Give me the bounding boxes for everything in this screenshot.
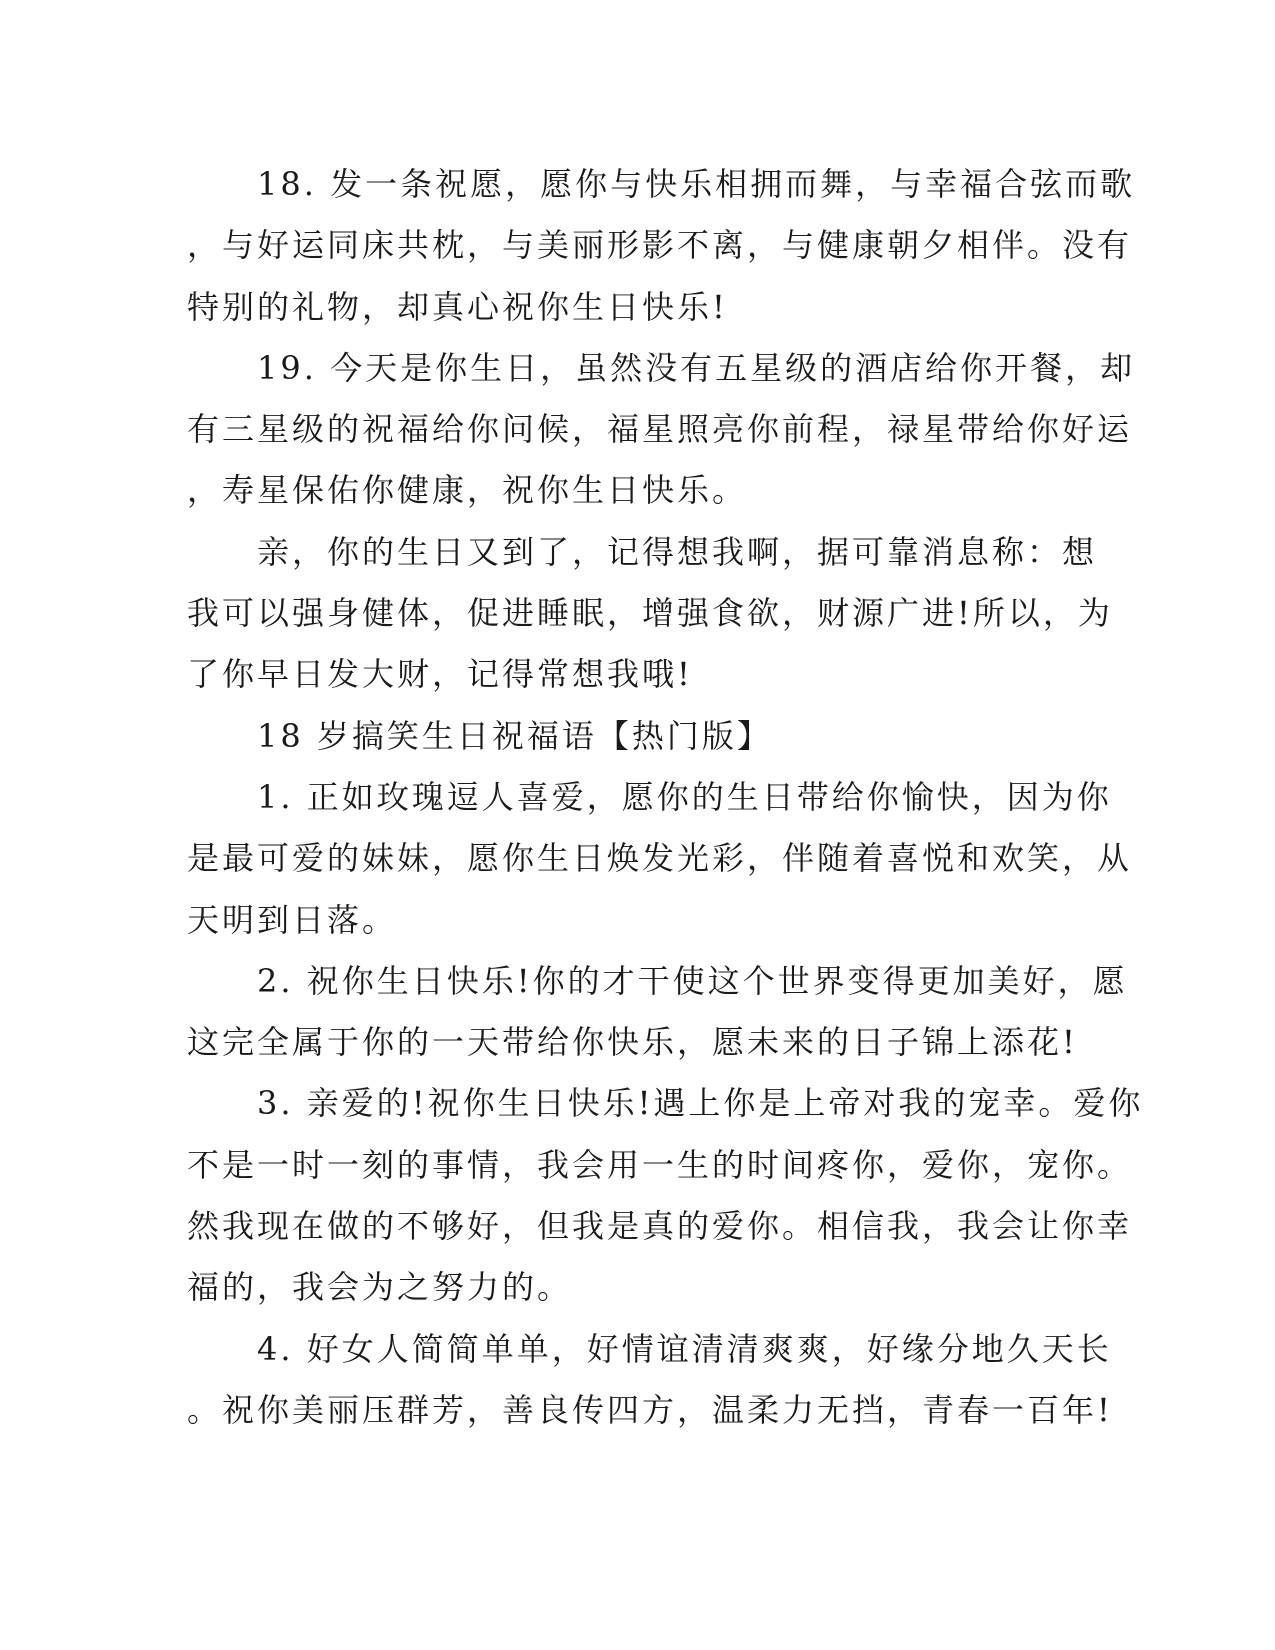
text-line: 天明到日落。 xyxy=(187,900,398,939)
text-line: 18. 发一条祝愿，愿你与快乐相拥而舞，与幸福合弦而歌 xyxy=(257,165,1136,203)
paragraph-wish-3 xyxy=(187,1073,1144,1318)
text-line: 是最可爱的妹妹，愿你生日焕发光彩，伴随着喜悦和欢笑，从 xyxy=(187,839,1133,878)
text-line: ，与好运同床共枕，与美丽形影不离，与健康朝夕相伴。没有 xyxy=(187,226,1133,265)
text-line: 3. 亲爱的!祝你生日快乐!遇上你是上帝对我的宠幸。爱你 xyxy=(257,1084,1144,1123)
text-line: 4. 好女人简简单单，好情谊清清爽爽，好缘分地久天长 xyxy=(257,1329,1112,1368)
paragraph-wish-1 xyxy=(187,767,1133,951)
text-line: 1. 正如玫瑰逗人喜爱，愿你的生日带给你愉快，因为你 xyxy=(257,777,1112,816)
text-line: ，寿星保佑你健康，祝你生日快乐。 xyxy=(187,471,748,510)
text-line: 福的，我会为之努力的。 xyxy=(187,1268,573,1307)
text-line: 亲，你的生日又到了，记得想我啊，据可靠消息称：想 xyxy=(257,532,1098,571)
paragraph-wish-4 xyxy=(187,1319,1113,1442)
text-line: 然我现在做的不够好，但我是真的爱你。相信我，我会让你幸 xyxy=(187,1207,1133,1246)
text-line: 有三星级的祝福给你问候，福星照亮你前程，禄星带给你好运 xyxy=(187,410,1133,449)
text-line: 了你早日发大财，记得常想我哦! xyxy=(187,655,693,694)
paragraph-wish-qin xyxy=(187,522,1113,706)
text-line: 我可以强身健体，促进睡眠，增强食欲，财源广进!所以，为 xyxy=(187,594,1113,633)
text-line: 2. 祝你生日快乐!你的才干使这个世界变得更加美好，愿 xyxy=(257,961,1128,1000)
text-line: 这完全属于你的一天带给你快乐，愿未来的日子锦上添花! xyxy=(187,1023,1078,1062)
document-body xyxy=(187,154,1144,1441)
text-line: 不是一时一刻的事情，我会用一生的时间疼你，爱你，宠你。 xyxy=(187,1145,1133,1184)
paragraph-wish-2 xyxy=(187,951,1128,1074)
text-line: 特别的礼物，却真心祝你生日快乐! xyxy=(187,287,728,326)
paragraph-wish-18 xyxy=(187,154,1136,338)
text-line: 。祝你美丽压群芳，善良传四方，温柔力无挡，青春一百年! xyxy=(187,1390,1113,1429)
heading-line: 18 岁搞笑生日祝福语【热门版】 xyxy=(257,716,772,755)
text-line: 19. 今天是你生日，虽然没有五星级的酒店给你开餐，却 xyxy=(257,348,1136,387)
paragraph-wish-19 xyxy=(187,338,1136,522)
section-heading xyxy=(187,706,1087,767)
